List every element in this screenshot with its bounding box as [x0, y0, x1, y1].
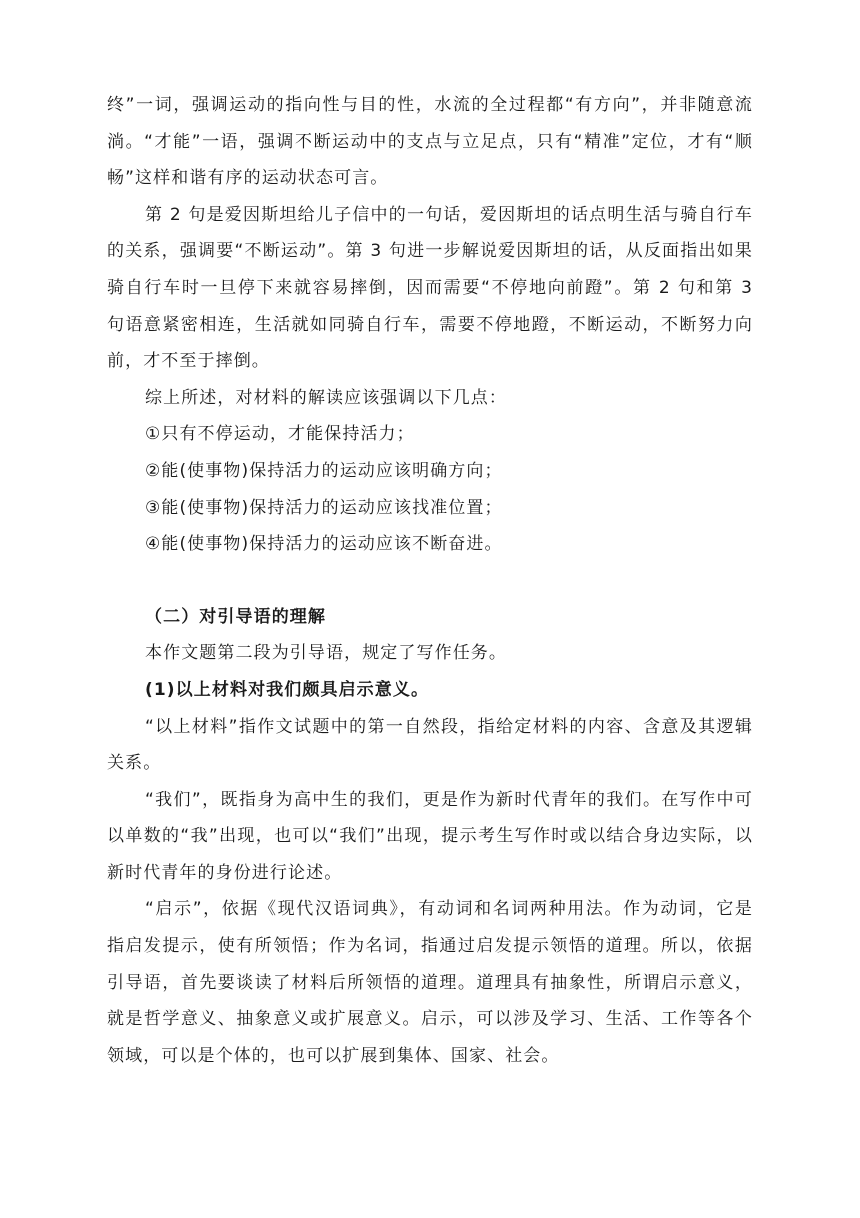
paragraph-einstein-quote: 第 2 句是爱因斯坦给儿子信中的一句话，爱因斯坦的话点明生活与骑自行车的关系，强调要“不断运动”。第 3 句进一步解说爱因斯坦的话，从反面指出如果骑自行车时一旦停下来就容易摔倒，因而需要“不停地向前蹬”。第 2 句和第 3 句语意紧密相连，生活就如同骑自行车，需要不停地蹬，不断运动，不断努力向前，才不至于摔倒。	[107, 204, 753, 372]
paragraph-we: “我们”，既指身为高中生的我们，更是作为新时代青年的我们。在写作中可以单数的“我”出现，也可以“我们”出现，提示考生写作时或以结合身边实际，以新时代青年的身份进行论述。	[107, 789, 753, 883]
list-item-3: ③能(使事物)保持活力的运动应该找准位置；	[145, 497, 503, 518]
paragraph-enlightenment: “启示”，依据《现代汉语词典》，有动词和名词两种用法。作为动词，它是指启发提示，使有所领悟；作为名词，指通过启发提示领悟的道理。所以，依据引导语，首先要谈读了材料后所领悟的道理。道理具有抽象性，所谓启示意义，就是哲学意义、抽象意义或扩展意义。启示，可以涉及学习、生活、工作等各个领域，可以是个体的，也可以扩展到集体、国家、社会。	[107, 899, 753, 1066]
paragraph-summary-intro: 综上所述，对材料的解读应该强调以下几点：	[145, 387, 507, 408]
list-item-4: ④能(使事物)保持活力的运动应该不断奋进。	[145, 534, 503, 555]
section-heading: （二）对引导语的理解	[145, 606, 326, 627]
document-body	[107, 87, 753, 1074]
paragraph-materials: “以上材料”指作文试题中的第一自然段，指给定材料的内容、含意及其逻辑关系。	[107, 716, 753, 774]
paragraph-guide-intro: 本作文题第二段为引导语，规定了写作任务。	[145, 643, 507, 664]
list-item-1: ①只有不停运动，才能保持活力；	[145, 424, 415, 445]
section-spacer	[107, 563, 753, 599]
list-item-2: ②能(使事物)保持活力的运动应该明确方向；	[145, 460, 503, 481]
subsection-heading: (1)以上材料对我们颇具启示意义。	[145, 679, 430, 700]
paragraph-continuation: 终”一词，强调运动的指向性与目的性，水流的全过程都“有方向”，并非随意流淌。“才能”一语，强调不断运动中的支点与立足点，只有“精准”定位，才有“顺畅”这样和谐有序的运动状态可言。	[107, 95, 753, 189]
